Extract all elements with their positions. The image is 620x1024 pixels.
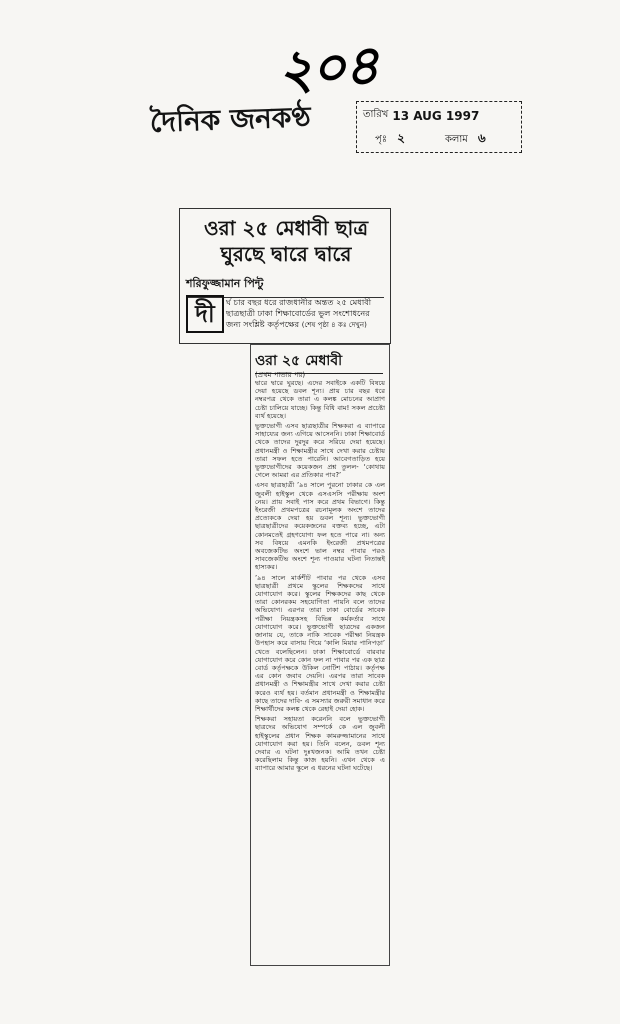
article-headline bbox=[188, 215, 384, 267]
article-clipping-front bbox=[179, 208, 391, 344]
archive-number-handwritten: ২০৪ bbox=[276, 32, 379, 102]
stamp-date-row bbox=[363, 107, 479, 124]
stamp-page-value: ২ bbox=[397, 131, 405, 145]
continuation-from-ref: (প্রথম পাতার পর) bbox=[255, 371, 306, 379]
article-byline: শরিফুজ্জামান পিন্টু bbox=[186, 275, 384, 298]
continuation-body bbox=[255, 379, 385, 775]
stamp-column-value: ৬ bbox=[477, 131, 486, 145]
paragraph: শিক্ষকরা সহায়তা করেননি বলে ভুক্তভোগী ছাত্রদের অভিযোগ সম্পর্কে কে এল জুবলী হাইস্কুলের প্রধান শিক্ষক কামরুজ্জামানের সাথে যোগাযোগ করা হয়। তিনি বলেন, ডবল শূন্য দেবার এ ঘটনা দুঃখজনক। আমি তখন চেষ্টা করেছিলাম কিন্তু কাজ হয়নি। এখন থেকে এ ব্যাপারে আমার স্কুলে এ ধরনের ঘটনা ঘটেছে। bbox=[255, 715, 385, 773]
stamp-date-value: 13 AUG 1997 bbox=[392, 108, 480, 123]
article-clipping-continuation bbox=[250, 344, 390, 966]
date-stamp bbox=[356, 101, 522, 153]
article-intro bbox=[226, 297, 384, 331]
headline-line-2: ঘুরছে দ্বারে দ্বারে bbox=[220, 242, 352, 266]
stamp-date-label: তারিখ bbox=[363, 109, 389, 120]
stamp-column-label: কলাম bbox=[444, 133, 468, 145]
paragraph: ভুক্তভোগী এসব ছাত্রছাত্রীর শিক্ষকরা এ ব্যাপারে সাহায্যের জন্য এগিয়ে আসেননি। ঢাকা শিক্ষাবোর্ড থেকে তাদের দুরদুর করে সরিয়ে দেয়া হয়েছে। প্রধানমন্ত্রী ও শিক্ষামন্ত্রীর সাথে দেখা করার চেষ্টায় তারা সফল হতে পারেনি। আবেগতাড়িত হয়ে ভুক্তভোগীদের কয়েকজন প্রশ্ন তুলল- ‘কোথায় গেলে আমরা এর প্রতিকার পাব?’ bbox=[255, 422, 385, 480]
stamp-page-label: পৃঃ bbox=[375, 133, 388, 145]
paragraph: ’৯৪ সালে মার্কশীট পাবার পর থেকে এসব ছাত্রছাত্রী প্রথমে স্কুলের শিক্ষকদের সাথে যোগাযোগ করে। স্কুলের শিক্ষকদের কাছ থেকে তারা কোনরকম সহযোগিতা পায়নি বলে তাদের অভিযোগ। এরপর তারা ঢাকা বোর্ডের সাবেক পরীক্ষা নিয়ন্ত্রকসহ বিভিন্ন কর্মকর্তার সাথে যোগাযোগ করে। ভুক্তভোগী ছাত্রদের একজন জানায় যে, তাকে নাকি সাবেক পরীক্ষা নিয়ন্ত্রক উপহাস করে বাসায় গিয়ে ‘কালি মিয়ার পানিপড়া’ খেতে বলেছিলেন। ঢাকা শিক্ষাবোর্ডে বারবার যোগাযোগ করে কোন ফল না পাবার পর এক ছাত্র বোর্ড কর্তৃপক্ষকে উকিল নোটিশ পাঠায়। কর্তৃপক্ষ এর কোন জবাব দেয়নি। এরপর তারা সাবেক প্রধানমন্ত্রী ও শিক্ষামন্ত্রীর সাথে দেখা করার চেষ্টা করেও ব্যর্থ হয়। বর্তমান প্রধানমন্ত্রী ও শিক্ষামন্ত্রীর কাছে তাদের দাবি- এ সমস্যার জরুরী সমাধান করে শিক্ষার্থীদের কলঙ্ক থেকে রেহাই দেয়া হোক। bbox=[255, 573, 385, 713]
continued-reference: (শেষ পৃষ্ঠা ৪ কঃ দেখুন) bbox=[301, 321, 367, 329]
headline-line-1: ওরা ২৫ মেধাবী ছাত্র bbox=[203, 216, 369, 240]
stamp-page-row bbox=[375, 130, 486, 150]
paragraph: দ্বারে দ্বারে ঘুরছে। এদের সবাইকে একটি বিষয়ে দেয়া হয়েছে ডবল শূন্য। প্রায় চার বছর ধরে নম্বরপত্র থেকে তারা এ কলঙ্ক মোচনের আপ্রাণ চেষ্টা চালিয়ে যাচ্ছে। কিন্তু বিধি বাম! সকল প্রচেষ্টা ব্যর্থ হয়েছে। bbox=[255, 379, 385, 420]
continuation-heading: ওরা ২৫ মেধাবী bbox=[255, 349, 383, 374]
drop-cap: দী bbox=[186, 295, 224, 333]
newspaper-name: দৈনিক জনকণ্ঠ bbox=[149, 100, 312, 139]
paragraph: এসব ছাত্রছাত্রী ’৯৪ সালে পুরনো ঢাকার কে এল জুবলী হাইস্কুল থেকে এসএসসি পরীক্ষায় অংশ নেয়। প্রায় সবাই পাস করে প্রথম বিভাগে। কিন্তু ইংরেজী প্রথমপত্রের রচনামূলক অংশে তাদের প্রত্যেককে দেয়া হয় ডবল শূন্য। ভুক্তভোগী ছাত্রছাত্রীদের কয়েকজনের বক্তব্য হচ্ছে, এটা কোনমতেই গ্রহণযোগ্য ফল হতে পারে না। অন্য সব বিষয়ে এমনকি ইংরেজী প্রথমপত্রের অবজেকটিভ অংশে ভাল নম্বর পাবার পরও সাবজেকটিভ অংশে শূন্য পাওয়ার ঘটনা নিতান্তই হাস্যকর। bbox=[255, 481, 385, 572]
intro-text: র্ঘ চার বছর ধরে রাজধানীর অন্তত ২৫ মেধাবী ছাত্রছাত্রী ঢাকা শিক্ষাবোর্ডের ভুল সংশোধনের জন্য সংশ্লিষ্ট কর্তৃপক্ষের bbox=[226, 297, 372, 329]
